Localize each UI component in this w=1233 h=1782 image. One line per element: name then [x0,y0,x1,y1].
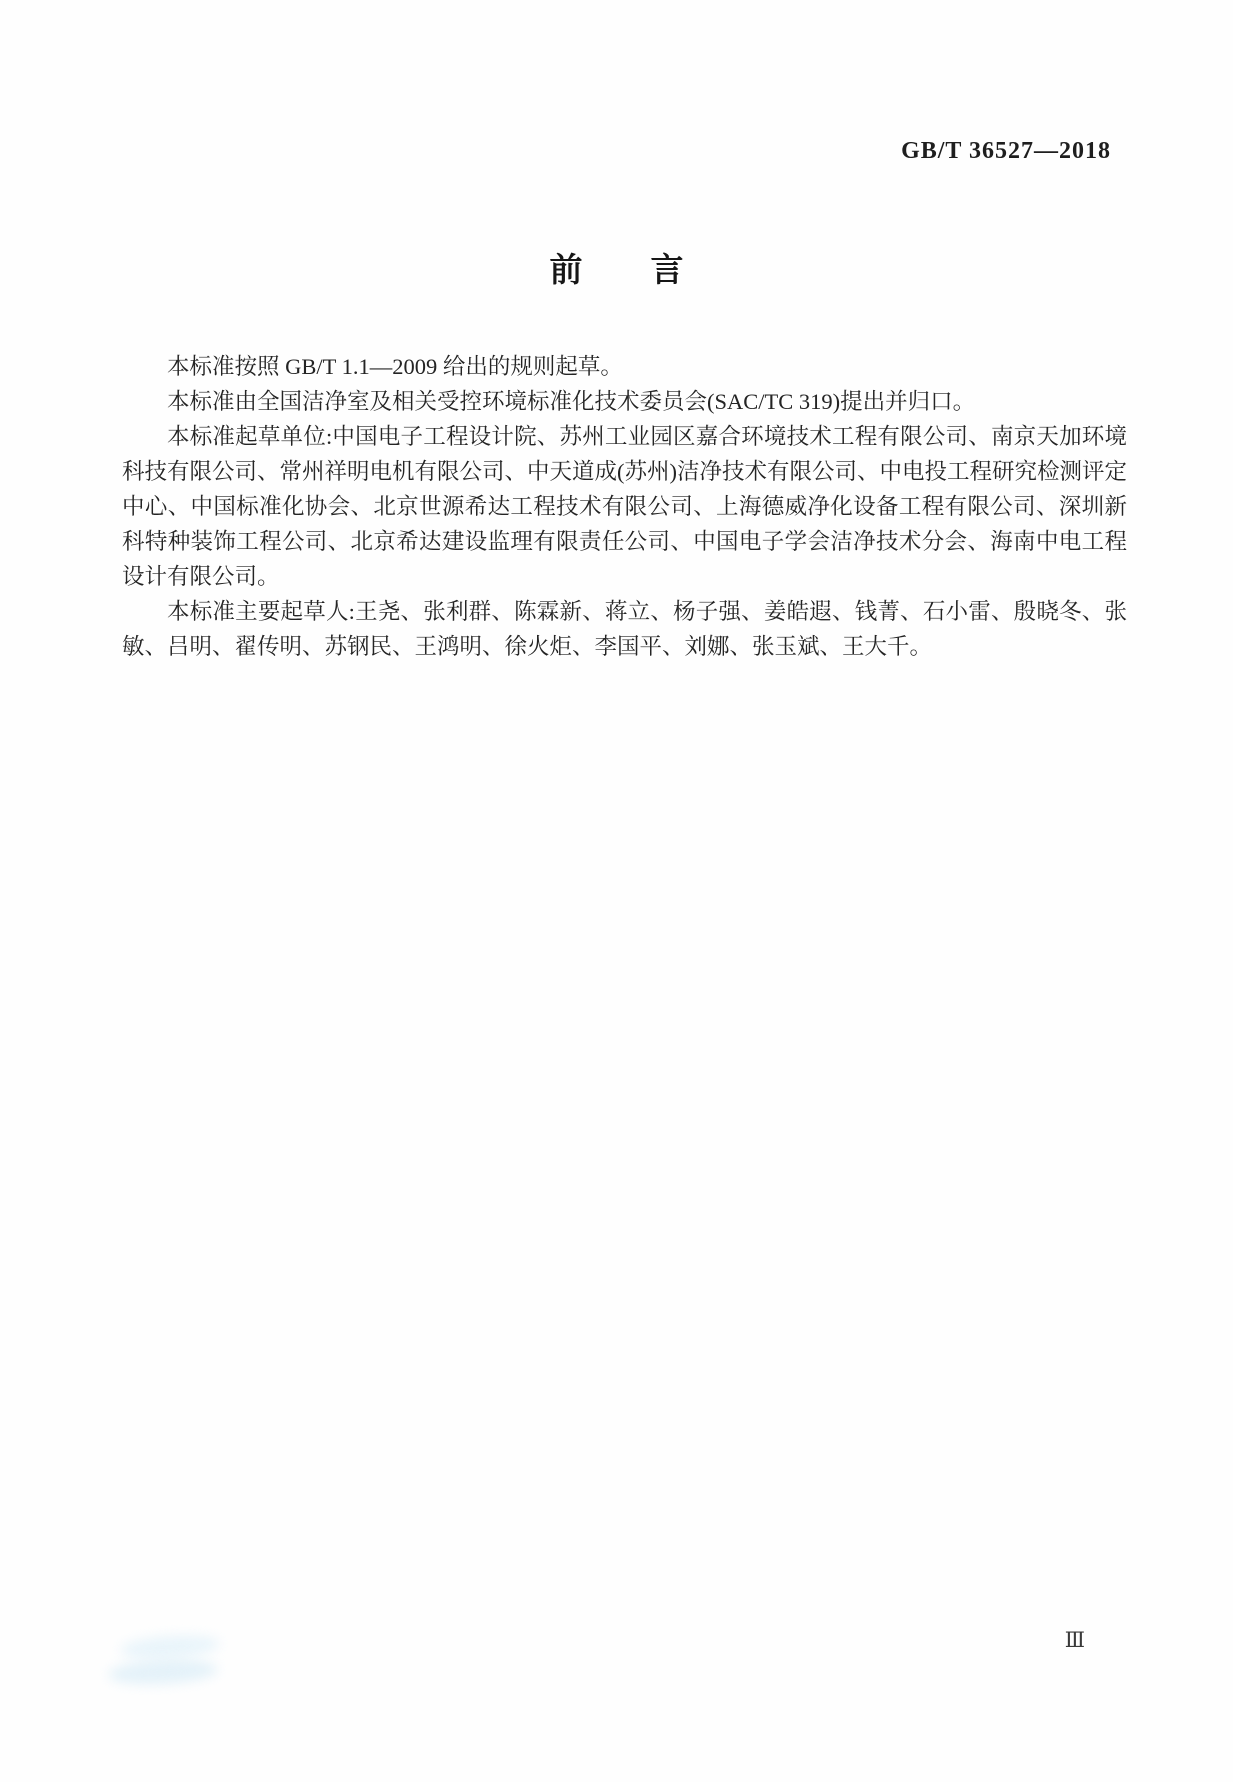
page-title: 前言 [549,251,752,288]
foreword-paragraph-drafters: 本标准主要起草人:王尧、张利群、陈霖新、蒋立、杨子强、姜皓遐、钱菁、石小雷、殷晓冬、张敏、吕明、翟传明、苏钢民、王鸿明、徐火炬、李国平、刘娜、张玉斌、王大千。 [122,599,1127,659]
foreword-paragraph-basis: 本标准按照 GB/T 1.1—2009 给出的规则起草。 [167,354,623,379]
scan-artifact-smudge [107,1657,218,1687]
scan-artifact-smudge [119,1633,220,1662]
foreword-body [122,349,1127,664]
standard-code: GB/T 36527—2018 [901,138,1111,164]
page-number: Ⅲ [1064,1628,1085,1652]
foreword-paragraph-drafting-organizations: 本标准起草单位:中国电子工程设计院、苏州工业园区嘉合环境技术工程有限公司、南京天加环境科技有限公司、常州祥明电机有限公司、中天道成(苏州)洁净技术有限公司、中电投工程研究检测评定中心、中国标准化协会、北京世源希达工程技术有限公司、上海德威净化设备工程有限公司、深圳新科特种装饰工程公司、北京希达建设监理有限责任公司、中国电子学会洁净技术分会、海南中电工程设计有限公司。 [122,424,1127,589]
foreword-paragraph-committee: 本标准由全国洁净室及相关受控环境标准化技术委员会(SAC/TC 319)提出并归口。 [167,389,976,414]
